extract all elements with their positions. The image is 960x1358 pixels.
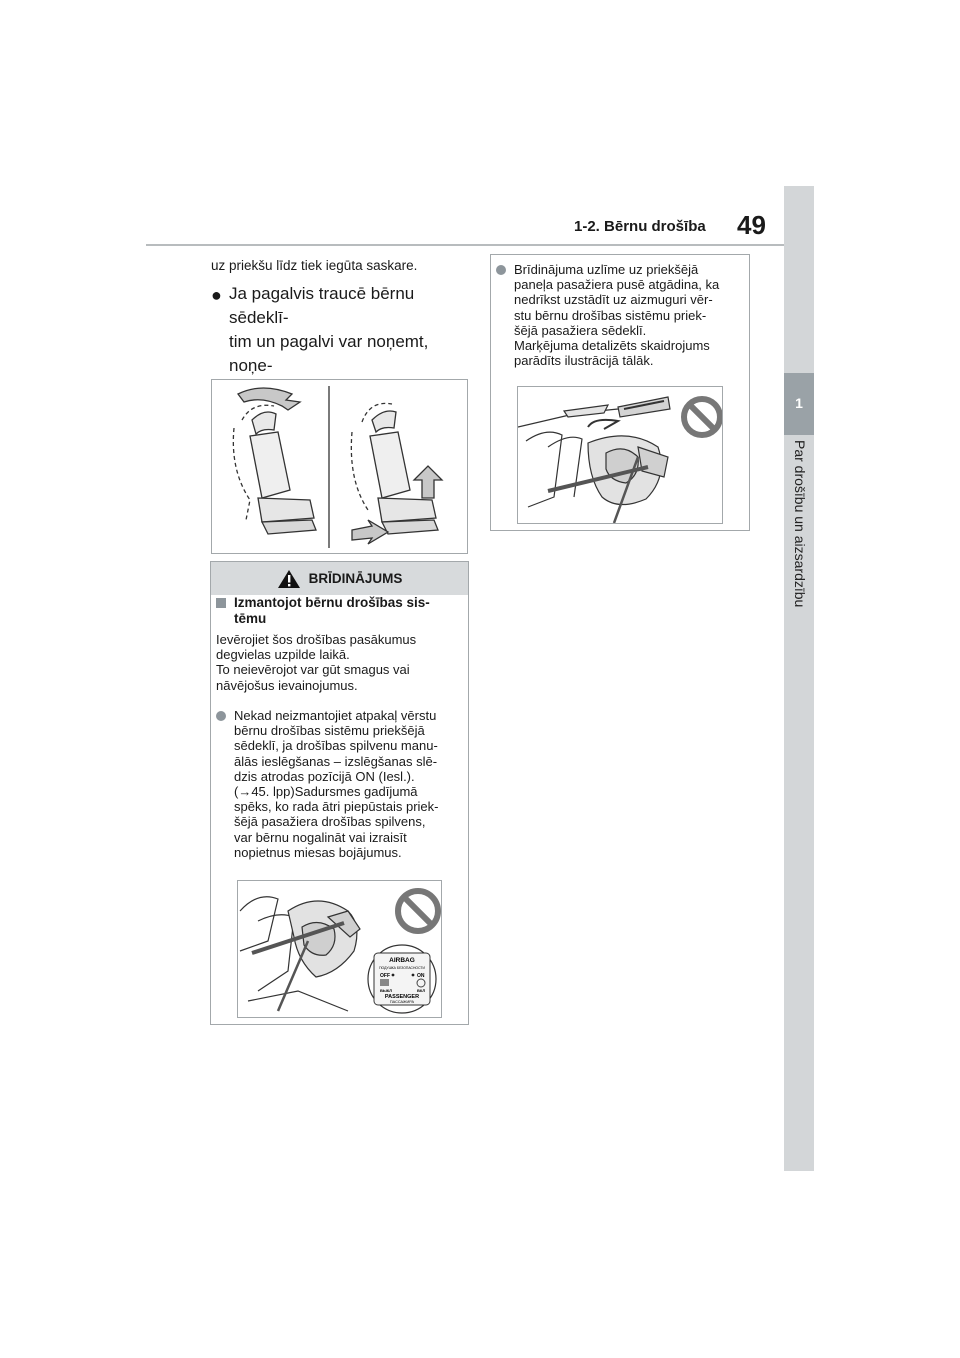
bullet-dot-icon (216, 711, 226, 721)
bullet-dot-icon: ● (211, 285, 222, 305)
airbag-on-label: ON (417, 973, 425, 979)
header-rule (146, 244, 784, 246)
car-interior-icon (518, 397, 670, 523)
chapter-title: Par drošību un aizsardzību (792, 440, 808, 608)
airbag-on-ru-label: ВКЛ (417, 988, 426, 993)
section-title: 1-2. Bērnu drošība (574, 218, 706, 235)
page-number: 49 (737, 210, 766, 240)
warning-title: BRĪDINĀJUMS (308, 571, 403, 586)
chapter-number: 1 (795, 395, 803, 411)
square-bullet-icon (216, 598, 226, 608)
airbag-panel-title: AIRBAG (389, 957, 415, 964)
seat-headrest-illustration (211, 379, 468, 554)
headrest-bullet-text: Ja pagalvis traucē bērnu sēdeklī- tim un pagalvi var noņemt, noņe- (229, 284, 429, 375)
warning-bullet: Nekad neizmantojiet atpakaļ vērstu bērnu drošības sistēmu priekšējā sēdeklī, ja drošības spilvenu manu- ālās ieslēgšanas – izslēgšanas slē- dzis atrodas pozīcijā ON (Iesl.). (→45. lpp)Sadursmes gadījumā spēks, ko rada ātri piepūstais priek- šējā pasažiera drošības spilvens, var bērnu nogalināt vai izraisīt nopietnus miesas bojājumus. (216, 708, 458, 860)
warning-heading: Izmantojot bērnu drošības sis- tēmu (216, 595, 458, 626)
bullet-dot-icon (496, 265, 506, 275)
airbag-rear-facing-illustration (237, 880, 442, 1018)
seat-left-icon (233, 388, 316, 534)
label-info-bullet: Brīdinājuma uzlīme uz priekšējā paneļa pasažiera pusē atgādina, ka nedrīkst uzstādīt uz aizmuguri vēr- stu bērnu drošības sistēmu priek- šējā pasažiera sēdeklī. Marķējuma detalizēts skaidrojums parādīts ilustrācijā tālāk. (496, 262, 742, 368)
car-interior-icon (240, 897, 360, 1011)
airbag-passenger-label: PASSENGER (384, 994, 420, 1000)
warning-triangle-icon (277, 569, 301, 589)
side-strip (784, 186, 814, 1171)
warning-body: Ievērojiet šos drošības pasākumus degvielas uzpilde laikā. To neievērojot var gūt smagus vai nāvējošus ievainojumus. (216, 632, 417, 693)
prohibited-icon (684, 399, 720, 435)
airbag-off-ru-label: ВЫКЛ (380, 988, 393, 993)
airbag-passenger-ru-label: ПАССАЖИРА (389, 1000, 415, 1004)
intro-text: uz priekšu līdz tiek iegūta saskare. (211, 258, 418, 273)
airbag-off-label: OFF (380, 973, 390, 979)
airbag-panel-icon (368, 945, 436, 1013)
airbag-panel-subtitle: ПОДУШКА БЕЗОПАСНОСТИ (379, 966, 425, 970)
prohibited-icon (398, 891, 438, 931)
warning-header (211, 562, 468, 595)
sun-visor-label-illustration (517, 386, 723, 524)
seat-right-icon (351, 403, 442, 544)
